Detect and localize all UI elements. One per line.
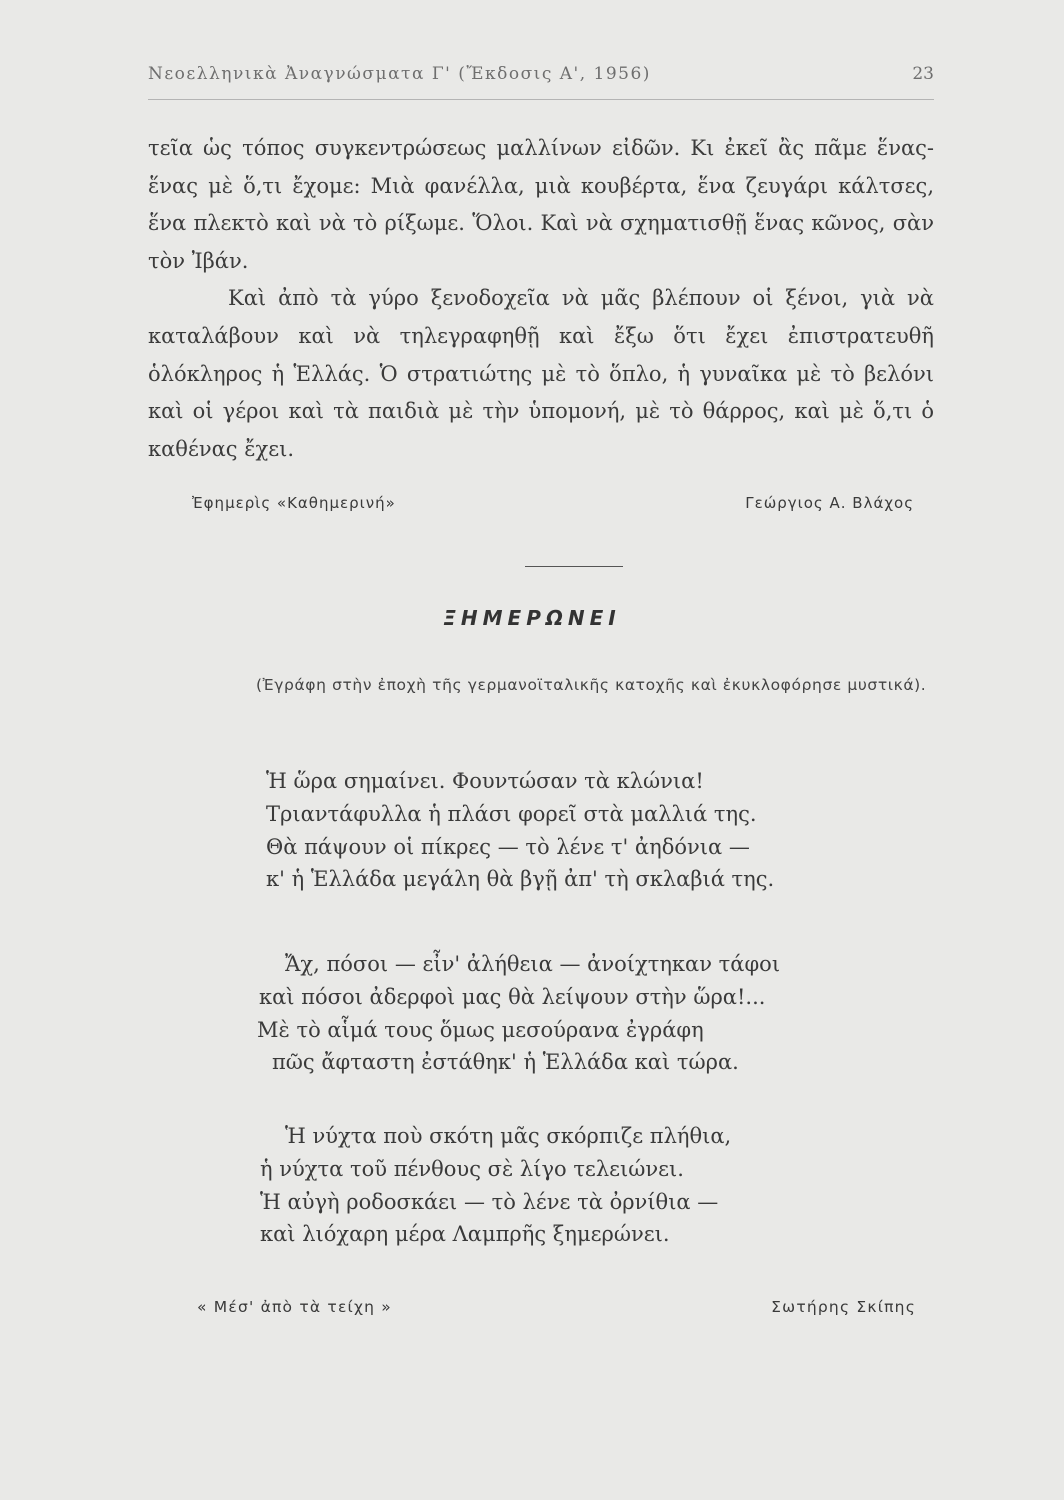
article-paragraph: τεῖα ὡς τόπος συγκεντρώσεως μαλλίνων εἰδῶν. Κι ἐκεῖ ἂς πᾶμε ἕνας-ἕνας μὲ ὅ,τι ἔχομε: Μιὰ φανέλλα, μιὰ κουβέρτα, ἕνα ζευγάρι κάλτσες, ἕνα πλεκτὸ καὶ νὰ τὸ ρίξωμε. Ὅλοι. Καὶ νὰ σχηματισθῇ ἕνας κῶνος, σὰν τὸν Ἰβάν. [148, 136, 934, 273]
article-attribution [192, 494, 914, 520]
poem-stanza-3 [257, 1120, 731, 1251]
running-title: Νεοελληνικὰ Ἀναγνώσματα Γ' (Ἔκδοσις Α', 1956) [148, 64, 651, 84]
poem-stanza-2 [257, 948, 780, 1079]
poem-line: Ἡ ὥρα σημαίνει. Φουντώσαν τὰ κλώνια! [266, 769, 704, 793]
poem-line: Ἡ νύχτα ποὺ σκότη μᾶς σκόρπιζε πλήθια, [285, 1124, 732, 1148]
poem-stanza-1 [266, 765, 774, 896]
poem-line: Ἄχ, πόσοι — εἶν' ἀλήθεια — ἀνοίχτηκαν τάφοι [285, 952, 781, 976]
poem-line: πῶς ἄφταστη ἐστάθηκ' ἡ Ἑλλάδα καὶ τώρα. [272, 1050, 739, 1075]
poem-title: ΞΗΜΕΡΩΝΕΙ [443, 606, 621, 630]
poem-line: Θὰ πάψουν οἱ πίκρες — τὸ λένε τ' ἀηδόνια — [266, 834, 750, 859]
poem-line: κ' ἡ Ἑλλάδα μεγάλη θὰ βγῇ ἀπ' τὴ σκλαβιά της. [266, 867, 775, 892]
header-rule [148, 99, 934, 100]
poem-source: « Μέσ' ἀπὸ τὰ τείχη » [197, 1298, 392, 1316]
poem-line: καὶ λιόχαρη μέρα Λαμπρῆς ξημερώνει. [260, 1222, 670, 1247]
poem-note: (Ἐγράφη στὴν ἐποχὴ τῆς γερμανοϊταλικῆς κατοχῆς καὶ ἐκυκλοφόρησε μυστικά). [256, 676, 927, 694]
section-divider [525, 566, 623, 567]
poem-line: Ἡ αὐγὴ ροδοσκάει — τὸ λένε τὰ ὀρνίθια — [260, 1189, 719, 1214]
poem-line: Τριαντάφυλλα ἡ πλάσι φορεῖ στὰ μαλλιά της. [266, 801, 757, 826]
poem-author: Σωτήρης Σκίπης [771, 1298, 916, 1316]
article-body [148, 130, 934, 468]
page-number: 23 [912, 64, 934, 84]
poem-line: καὶ πόσοι ἀδερφοὶ μας θὰ λείψουν στὴν ὥρα!... [259, 984, 766, 1009]
article-source: Ἐφημερὶς «Καθημερινή» [192, 494, 396, 512]
running-header [148, 64, 934, 92]
article-paragraph: Καὶ ἀπὸ τὰ γύρο ξενοδοχεῖα νὰ μᾶς βλέπουν οἱ ξένοι, γιὰ νὰ καταλάβουν καὶ νὰ τηλεγραφηθῇ καὶ ἔξω ὅτι ἔχει ἐπιστρατευθῆ ὁλόκληρος ἡ Ἑλλάς. Ὁ στρατιώτης μὲ τὸ ὅπλο, ἡ γυναῖκα μὲ τὸ βελόνι καὶ οἱ γέροι καὶ τὰ παιδιὰ μὲ τὴν ὑπομονή, μὲ τὸ θάρρος, καὶ μὲ ὅ,τι ὁ καθένας ἔχει. [148, 286, 934, 461]
poem-line: ἡ νύχτα τοῦ πένθους σὲ λίγο τελειώνει. [260, 1156, 684, 1181]
article-author: Γεώργιος Α. Βλάχος [745, 494, 914, 512]
poem-line: Μὲ τὸ αἷμά τους ὅμως μεσούρανα ἐγράφη [257, 1017, 704, 1042]
